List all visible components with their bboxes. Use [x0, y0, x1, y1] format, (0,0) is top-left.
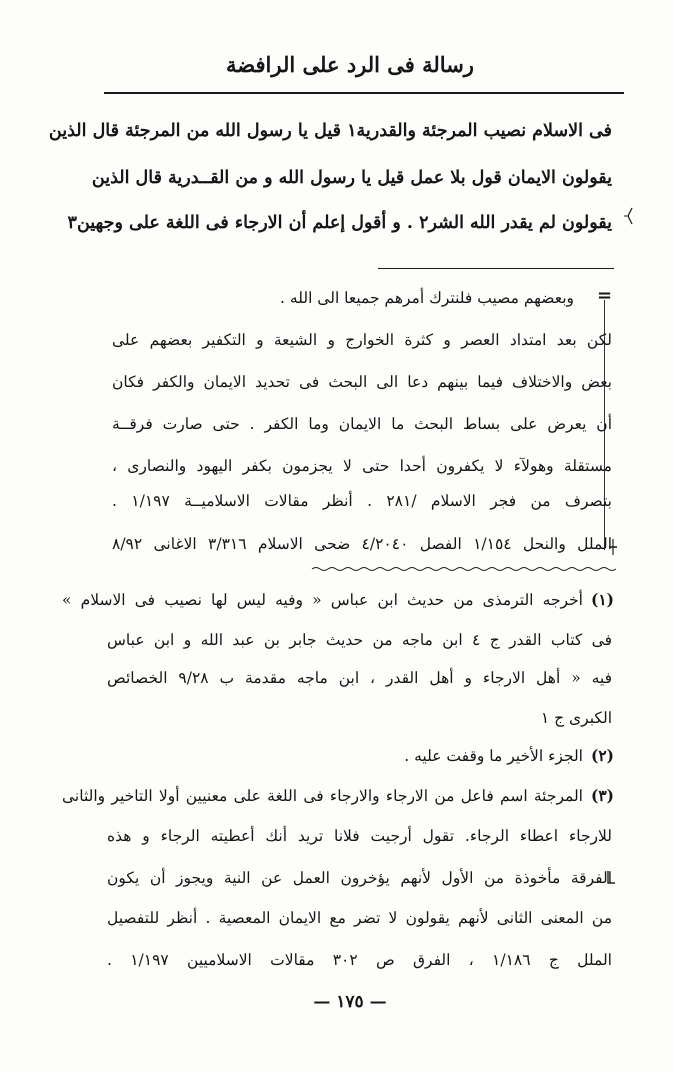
- continuation-line: وبعضهم مصيب فلنترك أمرهم جميعا الى الله .: [280, 289, 574, 307]
- footnote-1-number: (١): [590, 590, 614, 609]
- footnote-2-text: الجزء الأخير ما وقفت عليه .: [404, 747, 583, 765]
- margin-mark-icon: [606, 537, 620, 557]
- page-number: — ١٧٥ —: [313, 992, 387, 1012]
- main-text-line: فى الاسلام نصيب المرجئة والقدرية١ قيل يا رسول الله من المرجئة قال الذين: [48, 121, 612, 141]
- margin-mark-icon: [603, 867, 617, 887]
- continuation-line: لكن بعد امتداد العصر و كثرة الخوارج و الشيعة و التكفير بعضهم على: [112, 331, 612, 349]
- continuation-line: أن يعرض على بساط البحث ما الايمان وما الكفر . حتى صارت فرقــة: [112, 415, 612, 433]
- footnote-3-line: الملل ج ١/١٨٦ ، الفرق ص ٣٠٢ مقالات الاسلاميين ١/١٩٧ .: [107, 951, 612, 969]
- continuation-line: بتصرف من فجر الاسلام /٢٨١ . أنظر مقالات الاسلاميــة ١/١٩٧ .: [112, 492, 612, 510]
- continuation-line: مستقلة وهولآء لا يكفرون أحدا حتى لا يجزمون بكفر اليهود والنصارى ،: [112, 457, 612, 475]
- footnote-1-line: الكبرى ج ١: [540, 709, 612, 727]
- footnote-1-line: فى كتاب القدر ج ٤ ابن ماجه من حديث جابر بن عبد الله و ابن عباس: [107, 631, 612, 649]
- footnote-3-line: الفرقة مأخوذة من الأول لأنهم يؤخرون العمل عن النية ويجوز أن يكون: [107, 869, 612, 887]
- footnote-3-line: [62, 782, 614, 810]
- footnote-3-line: للارجاء اعطاء الرجاء. تقول أرجيت فلانا تريد أنك أعطيته الرجاء و هذه: [107, 827, 612, 845]
- continuation-line: الملل والنحل ١/١٥٤ الفصل ٤/٢٠٤٠ ضحى الاسلام ٣/٣١٦ الاغانى ٨/٩٢: [112, 535, 613, 553]
- footnote-1-text: أخرجه الترمذى من حديث ابن عباس « وفيه ليس لها نصيب فى الاسلام »: [62, 591, 583, 609]
- footnote-wavy-rule: [312, 566, 618, 572]
- main-text-line: يقولون الايمان قول بلا عمل قيل يا رسول الله و من القــدرية قال الذين: [91, 168, 612, 188]
- footnote-3-text: المرجئة اسم فاعل من الارجاء والارجاء فى اللغة على معنيين أولا التاخير والثانى: [62, 787, 583, 805]
- header-rule: [104, 92, 624, 94]
- footnote-1-line: [62, 586, 614, 614]
- main-text-line: يقولون لم يقدر الله الشر٢ . و أقول إعلم أن الارجاء فى اللغة على وجهين٣: [67, 213, 612, 233]
- continuation-marker: =: [597, 285, 613, 306]
- continuation-line: بعض والاختلاف فيما بينهم دعا الى البحث فى تحديد الايمان والكفر فكان: [112, 373, 612, 391]
- footnote-1-line: فيه « أهل الارجاء و أهل القدر ، ابن ماجه مقدمة ب ٩/٢٨ الخصائص: [107, 669, 612, 687]
- margin-mark-icon: [622, 206, 636, 226]
- note-separator-rule: [378, 268, 614, 269]
- footnote-2-line: [404, 742, 614, 770]
- footnote-3-line: من المعنى الثانى لأنهم يقولون لا تضر مع الايمان المعصية . أنظر للتفصيل: [107, 909, 612, 927]
- footnote-2-number: (٢): [590, 746, 614, 765]
- running-header-title: رسالة فى الرد على الرافضة: [226, 52, 474, 77]
- footnote-3-number: (٣): [590, 786, 614, 805]
